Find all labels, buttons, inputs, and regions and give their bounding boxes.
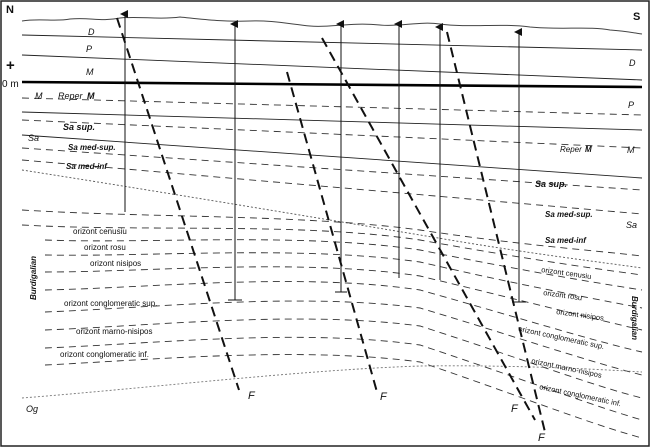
fault-label-4: F xyxy=(538,432,545,444)
left-label-og: Og xyxy=(26,404,39,414)
right-label-sa-med-inf: Sa med-inf xyxy=(545,236,586,245)
right-label-reper-m: M xyxy=(585,145,592,154)
right-horizon-2: orizont rosu xyxy=(542,288,583,303)
datum-label: 0 m xyxy=(2,79,19,90)
fault-label-2: F xyxy=(380,391,387,403)
fault-label-3: F xyxy=(511,403,518,415)
fault-3 xyxy=(322,38,535,420)
right-label-sa-med-sup: Sa med-sup. xyxy=(545,210,593,219)
left-label-reper-m: M xyxy=(87,91,95,101)
frame-border xyxy=(1,1,649,446)
right-label-reper: Reper xyxy=(560,145,582,154)
right-label-sa: Sa xyxy=(626,220,638,230)
topographic-surface xyxy=(22,17,642,34)
right-horizon-1: orizont cenusiu xyxy=(540,265,592,282)
right-label-d: D xyxy=(629,58,636,68)
right-horizon-6: orizont conglomeratic inf. xyxy=(538,382,623,409)
right-label-sa-sup: Sa sup. xyxy=(535,179,568,189)
right-label-burdigalian: Burdigalian xyxy=(630,296,639,341)
fault-2 xyxy=(287,72,377,392)
left-label-d: D xyxy=(88,27,95,37)
plus-sign: + xyxy=(6,57,15,74)
fault-label-1: F xyxy=(248,390,255,402)
left-horizon-1: orizont cenusiu xyxy=(73,227,127,236)
left-label-sa-med-sup: Sa med-sup. xyxy=(68,143,116,152)
fault-4 xyxy=(447,32,545,432)
left-label-sa-sup: Sa sup. xyxy=(63,122,96,132)
north-label: N xyxy=(6,4,14,16)
contact-sa-sup xyxy=(22,135,642,178)
left-horizon-2: orizont rosu xyxy=(84,243,126,252)
left-label-m: M xyxy=(86,67,94,77)
right-horizon-3: orizont nisipos xyxy=(555,307,605,323)
south-label: S xyxy=(633,11,641,23)
left-label-p: P xyxy=(86,44,93,54)
left-horizon-3: orizont nisipos xyxy=(90,259,142,268)
right-label-p: P xyxy=(628,100,635,110)
left-label-reper: Reper xyxy=(58,91,83,101)
left-label-m2: M xyxy=(35,91,43,101)
contact-p-m xyxy=(22,55,642,80)
reper-dashed-line xyxy=(22,98,642,115)
og-top-dotted xyxy=(22,366,642,398)
left-horizon-4: orizont conglomeratic sup. xyxy=(64,299,158,308)
contact-m-sa xyxy=(22,112,642,130)
left-label-sa-med-inf: Sa med-inf xyxy=(66,162,107,171)
right-label-m: M xyxy=(627,145,635,155)
left-label-burdigalian: Burdigalian xyxy=(29,255,38,300)
right-horizon-4: orizont conglomeratic sup. xyxy=(517,324,606,352)
right-horizon-5: orizont marno-nisipos xyxy=(530,356,603,380)
left-horizon-5: orizont marno-nisipos xyxy=(76,327,153,336)
contact-d-p xyxy=(22,35,642,50)
left-label-sa: Sa xyxy=(28,133,40,143)
left-horizon-6: orizont conglomeratic inf. xyxy=(60,350,149,359)
datum-line xyxy=(22,82,642,87)
